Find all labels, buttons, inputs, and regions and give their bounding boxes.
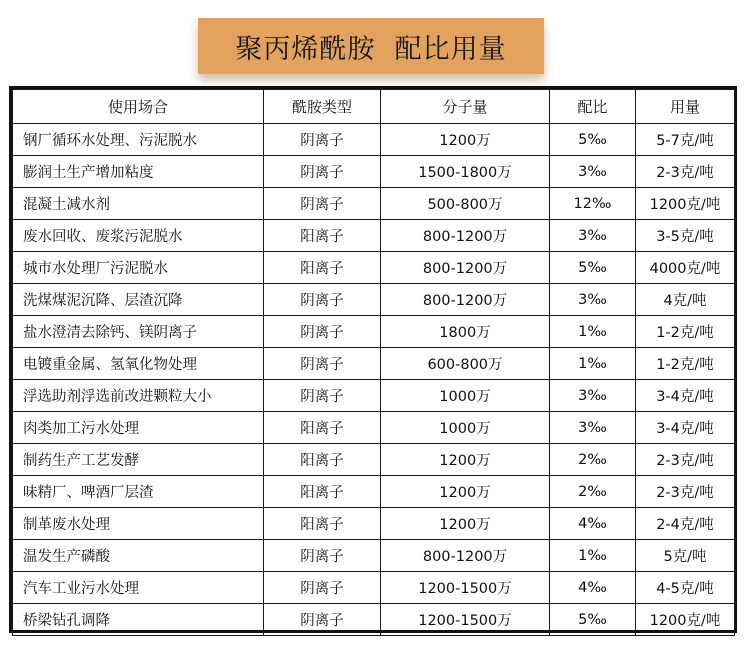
- cell-dosage: 2-4克/吨: [636, 508, 735, 540]
- cell-molecular-weight: 1000万: [381, 380, 550, 412]
- cell-usage: 电镀重金属、氢氧化物处理: [13, 348, 264, 380]
- cell-amide-type: 阳离子: [264, 252, 381, 284]
- table-row: [13, 604, 735, 636]
- page-title: 聚丙烯酰胺 配比用量: [235, 33, 507, 65]
- cell-ratio: 3‰: [550, 284, 636, 316]
- cell-molecular-weight: 800-1200万: [381, 220, 550, 252]
- cell-usage: 制革废水处理: [13, 508, 264, 540]
- cell-usage: 桥梁钻孔调降: [13, 604, 264, 636]
- title-banner: [198, 18, 544, 74]
- cell-molecular-weight: 1200万: [381, 124, 550, 156]
- cell-molecular-weight: 800-1200万: [381, 540, 550, 572]
- cell-ratio: 12‰: [550, 188, 636, 220]
- cell-usage: 废水回收、废浆污泥脱水: [13, 220, 264, 252]
- cell-dosage: 5克/吨: [636, 540, 735, 572]
- cell-amide-type: 阳离子: [264, 508, 381, 540]
- cell-dosage: 1200克/吨: [636, 604, 735, 636]
- table-row: [13, 540, 735, 572]
- cell-ratio: 4‰: [550, 508, 636, 540]
- cell-amide-type: 阳离子: [264, 412, 381, 444]
- cell-amide-type: 阴离子: [264, 604, 381, 636]
- cell-molecular-weight: 1200-1500万: [381, 604, 550, 636]
- cell-ratio: 1‰: [550, 540, 636, 572]
- header-molecular-weight: 分子量: [381, 90, 550, 124]
- cell-molecular-weight: 1200万: [381, 476, 550, 508]
- cell-usage: 肉类加工污水处理: [13, 412, 264, 444]
- cell-dosage: 5-7克/吨: [636, 124, 735, 156]
- header-dosage: 用量: [636, 90, 735, 124]
- table-row: [13, 444, 735, 476]
- table-row: [13, 220, 735, 252]
- table-row: [13, 124, 735, 156]
- table-row: [13, 508, 735, 540]
- header-amide-type: 酰胺类型: [264, 90, 381, 124]
- cell-amide-type: 阴离子: [264, 316, 381, 348]
- cell-ratio: 2‰: [550, 444, 636, 476]
- cell-molecular-weight: 1000万: [381, 412, 550, 444]
- cell-usage: 城市水处理厂污泥脱水: [13, 252, 264, 284]
- table-row: [13, 188, 735, 220]
- cell-dosage: 1-2克/吨: [636, 348, 735, 380]
- cell-usage: 膨润土生产增加粘度: [13, 156, 264, 188]
- cell-amide-type: 阴离子: [264, 572, 381, 604]
- cell-molecular-weight: 600-800万: [381, 348, 550, 380]
- cell-amide-type: 阴离子: [264, 124, 381, 156]
- cell-amide-type: 阴离子: [264, 284, 381, 316]
- cell-dosage: 1-2克/吨: [636, 316, 735, 348]
- table-header-row: [13, 90, 735, 124]
- table-row: [13, 156, 735, 188]
- cell-molecular-weight: 1500-1800万: [381, 156, 550, 188]
- cell-ratio: 3‰: [550, 380, 636, 412]
- cell-usage: 味精厂、啤酒厂层渣: [13, 476, 264, 508]
- cell-dosage: 2-3克/吨: [636, 476, 735, 508]
- table-row: [13, 412, 735, 444]
- cell-amide-type: 阴离子: [264, 156, 381, 188]
- cell-molecular-weight: 800-1200万: [381, 284, 550, 316]
- dosage-table: [12, 89, 735, 636]
- cell-ratio: 4‰: [550, 572, 636, 604]
- table-row: [13, 476, 735, 508]
- header-usage: 使用场合: [13, 90, 264, 124]
- cell-dosage: 4克/吨: [636, 284, 735, 316]
- cell-amide-type: 阴离子: [264, 348, 381, 380]
- cell-usage: 温发生产磷酸: [13, 540, 264, 572]
- cell-molecular-weight: 1200万: [381, 444, 550, 476]
- cell-usage: 混凝土减水剂: [13, 188, 264, 220]
- cell-amide-type: 阴离子: [264, 188, 381, 220]
- cell-ratio: 5‰: [550, 252, 636, 284]
- table-row: [13, 380, 735, 412]
- cell-usage: 浮选助剂浮选前改进颗粒大小: [13, 380, 264, 412]
- cell-molecular-weight: 1200-1500万: [381, 572, 550, 604]
- header-ratio: 配比: [550, 90, 636, 124]
- cell-molecular-weight: 800-1200万: [381, 252, 550, 284]
- cell-ratio: 1‰: [550, 348, 636, 380]
- cell-molecular-weight: 500-800万: [381, 188, 550, 220]
- cell-ratio: 1‰: [550, 316, 636, 348]
- table-row: [13, 284, 735, 316]
- cell-amide-type: 阳离子: [264, 220, 381, 252]
- cell-amide-type: 阳离子: [264, 476, 381, 508]
- cell-ratio: 2‰: [550, 476, 636, 508]
- cell-dosage: 2-3克/吨: [636, 444, 735, 476]
- cell-ratio: 5‰: [550, 124, 636, 156]
- table-row: [13, 348, 735, 380]
- cell-molecular-weight: 1200万: [381, 508, 550, 540]
- cell-dosage: 3-4克/吨: [636, 380, 735, 412]
- cell-amide-type: 阴离子: [264, 380, 381, 412]
- cell-molecular-weight: 1800万: [381, 316, 550, 348]
- cell-usage: 制药生产工艺发酵: [13, 444, 264, 476]
- cell-dosage: 3-4克/吨: [636, 412, 735, 444]
- cell-ratio: 3‰: [550, 412, 636, 444]
- cell-ratio: 5‰: [550, 604, 636, 636]
- cell-dosage: 1200克/吨: [636, 188, 735, 220]
- table-row: [13, 252, 735, 284]
- cell-dosage: 4-5克/吨: [636, 572, 735, 604]
- cell-ratio: 3‰: [550, 156, 636, 188]
- cell-usage: 洗煤煤泥沉降、层渣沉降: [13, 284, 264, 316]
- cell-dosage: 3-5克/吨: [636, 220, 735, 252]
- cell-usage: 盐水澄清去除钙、镁阴离子: [13, 316, 264, 348]
- table-row: [13, 572, 735, 604]
- cell-usage: 钢厂循环水处理、污泥脱水: [13, 124, 264, 156]
- table-row: [13, 316, 735, 348]
- cell-dosage: 2-3克/吨: [636, 156, 735, 188]
- cell-usage: 汽车工业污水处理: [13, 572, 264, 604]
- cell-amide-type: 阳离子: [264, 444, 381, 476]
- cell-dosage: 4000克/吨: [636, 252, 735, 284]
- dosage-table-frame: [9, 86, 737, 633]
- cell-ratio: 3‰: [550, 220, 636, 252]
- cell-amide-type: 阴离子: [264, 540, 381, 572]
